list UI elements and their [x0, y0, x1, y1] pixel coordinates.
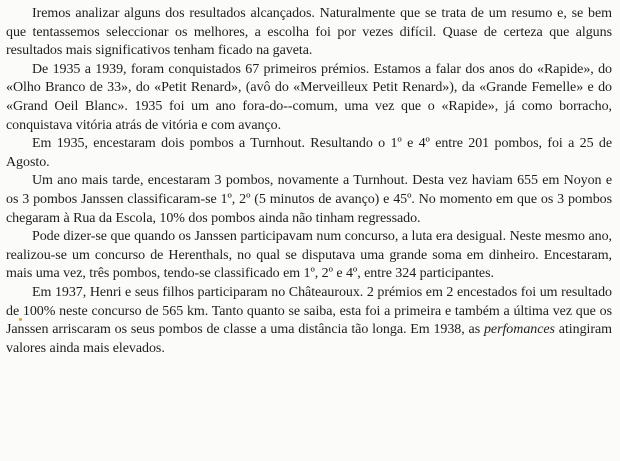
paragraph-1935-turnhout: Em 1935, encestaram dois pombos a Turnhout. Resultando o 1º e 4º entre 201 pombos, foi a 25 de Agosto. — [6, 136, 612, 170]
paragraph-1935-1939: De 1935 a 1939, foram conquistados 67 primeiros prémios. Estamos a falar dos anos do «Rapide», do «Olho Branco de 33», do «Petit Renard», (avô do «Merveilleux Petit Renard»), da «Grande Femelle» e do «Grand Oeil Blanc». 1935 foi um ano fora-do--comum, uma vez que o «Rapide», já como borracho, conquistava vitória atrás de vitória e com avanço. — [6, 61, 612, 133]
paragraph-1937-chateauroux: Em 1937, Henri e seus filhos participaram no Châteauroux. 2 prémios em 2 encestados foi um resultado de 100% neste concurso de 565 km. Tanto quanto se saiba, esta foi a primeira e também a última vez que os Janssen arriscaram os seus pombos de classe a uma distância tão longa. Em 1938, as perfomances atingiram valores ainda mais elevados. — [6, 284, 612, 356]
body-text — [6, 5, 612, 358]
paragraph-intro: Iremos analizar alguns dos resultados alcançados. Naturalmente que se trata de um resumo e, se bem que tentassemos seleccionar os melhores, a escolha foi por vezes difícil. Quase de certeza que alguns resultados mais significativos tenham ficado na gaveta. — [6, 6, 612, 59]
paragraph-herenthals: Pode dizer-se que quando os Janssen participavam num concurso, a luta era desigual. Neste mesmo ano, realizou-se um concurso de Herenthals, no qual se disputava uma grande soma em dinheiro. Encestaram, mais uma vez, três pombos, tendo-se classificado em 1º, 2º e 4º, entre 324 participantes. — [6, 229, 612, 282]
paragraph-1936-turnhout: Um ano mais tarde, encestaram 3 pombos, novamente a Turnhout. Desta vez haviam 655 em Noyon e os 3 pombos Janssen classificaram-se 1º, 2º (5 minutos de avanço) e 45º. No momento em que os 3 pombos chegaram à Rua da Escola, 10% dos pombos ainda não tinham regressado. — [6, 173, 612, 226]
margin-dot — [19, 318, 22, 321]
italic-word: perfomances — [483, 322, 555, 338]
